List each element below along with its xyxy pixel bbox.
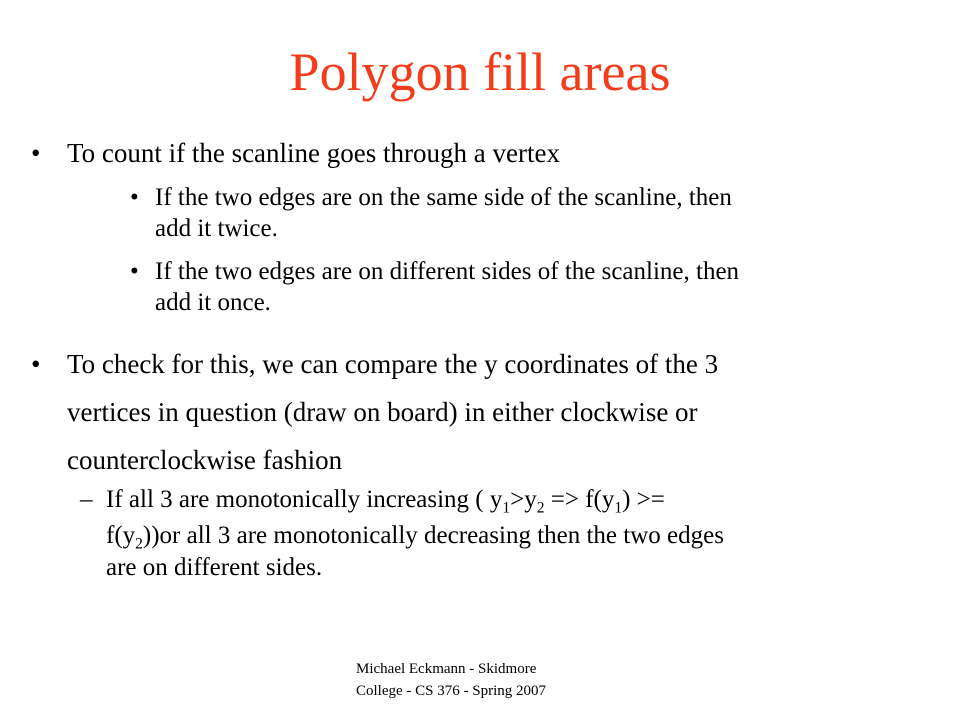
bullet-2-line1: To check for this, we can compare the y coordinates of the 3 bbox=[67, 349, 719, 379]
footer-line2: College - CS 376 - Spring 2007 bbox=[356, 683, 546, 699]
slide-title: Polygon fill areas bbox=[289, 42, 671, 102]
footer-line1: Michael Eckmann - Skidmore bbox=[356, 661, 537, 677]
dash-marker: – bbox=[80, 486, 93, 513]
bullet-1-text: To count if the scanline goes through a vertex bbox=[67, 138, 560, 168]
sub-item-2a-line1: If all 3 are monotonically increasing ( $y_1>y_2 => f(y_1)$ >= bbox=[106, 486, 665, 517]
sub-bullet-dot: • bbox=[130, 184, 139, 211]
sub-item-2a-line2: $f(y_2))or$ all 3 are monotonically decreasing then the two edges bbox=[106, 522, 724, 553]
bullet-dot: • bbox=[31, 349, 41, 379]
bullet-2-line2: vertices in question (draw on board) in either clockwise or bbox=[67, 397, 698, 427]
bullet-2-line3: counterclockwise fashion bbox=[67, 445, 343, 475]
sub-bullet-1a-line2: add it twice. bbox=[155, 215, 278, 242]
sub-bullet-dot: • bbox=[130, 258, 139, 285]
bullet-dot: • bbox=[31, 138, 41, 168]
sub-bullet-1a-line1: If the two edges are on the same side of the scanline, then bbox=[155, 184, 732, 211]
sub-bullet-1b-line1: If the two edges are on different sides of the scanline, then bbox=[155, 258, 740, 285]
sub-bullet-1b-line2: add it once. bbox=[155, 289, 271, 316]
sub-item-2a-line3: are on different sides. bbox=[106, 554, 323, 581]
slide-footer bbox=[356, 658, 546, 702]
